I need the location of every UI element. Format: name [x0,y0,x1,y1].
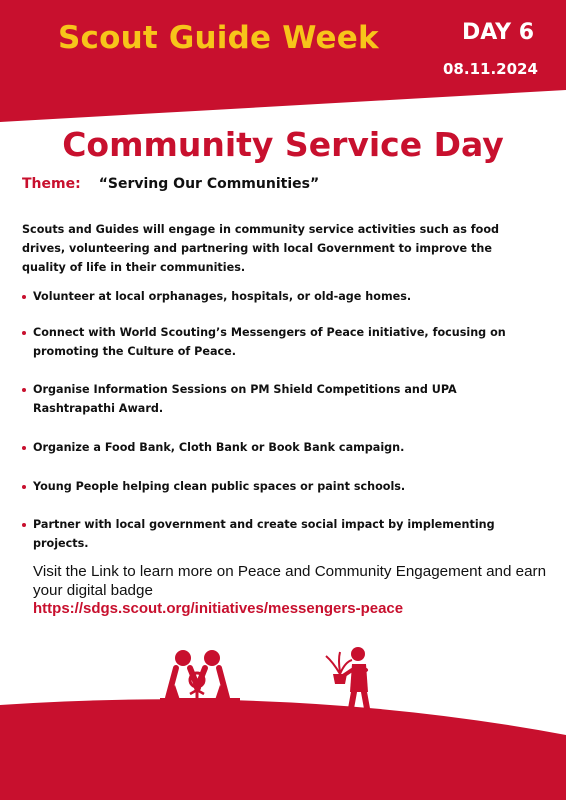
list-item: Organize a Food Bank, Cloth Bank or Book Bank campaign. [22,438,404,457]
bottom-banner-shape [0,640,566,800]
people-planting-tree-icon [160,650,240,705]
theme-value: “Serving Our Communities” [98,176,320,192]
theme-line [22,176,319,192]
list-item: Partner with local government and create social impact by implementing projects. [22,515,542,553]
day-label: DAY 6 [462,20,535,45]
visit-text: Visit the Link to learn more on Peace and Community Engagement and earn your digital badge [33,563,547,599]
list-item: Connect with World Scouting’s Messengers of Peace initiative, focusing on promoting the Culture of Peace. [22,323,542,361]
person-carrying-plant-icon [326,647,368,714]
list-item: Young People helping clean public spaces or paint schools. [22,477,405,496]
bottom-banner [0,640,566,800]
top-banner [0,0,566,125]
intro-paragraph: Scouts and Guides will engage in community service activities such as food drives, volunteering and partnering with local Government to improve the quality of life in their communities. [22,223,500,274]
page-heading: Community Service Day [62,125,504,164]
event-title: Scout Guide Week [58,20,379,56]
list-item: Volunteer at local orphanages, hospitals, or old-age homes. [22,287,411,306]
theme-label: Theme: [22,176,81,192]
messengers-peace-link[interactable]: https://sdgs.scout.org/initiatives/messengers-peace [33,600,404,617]
date-label: 08.11.2024 [443,60,538,78]
list-item: Organise Information Sessions on PM Shield Competitions and UPA Rashtrapathi Award. [22,380,542,418]
